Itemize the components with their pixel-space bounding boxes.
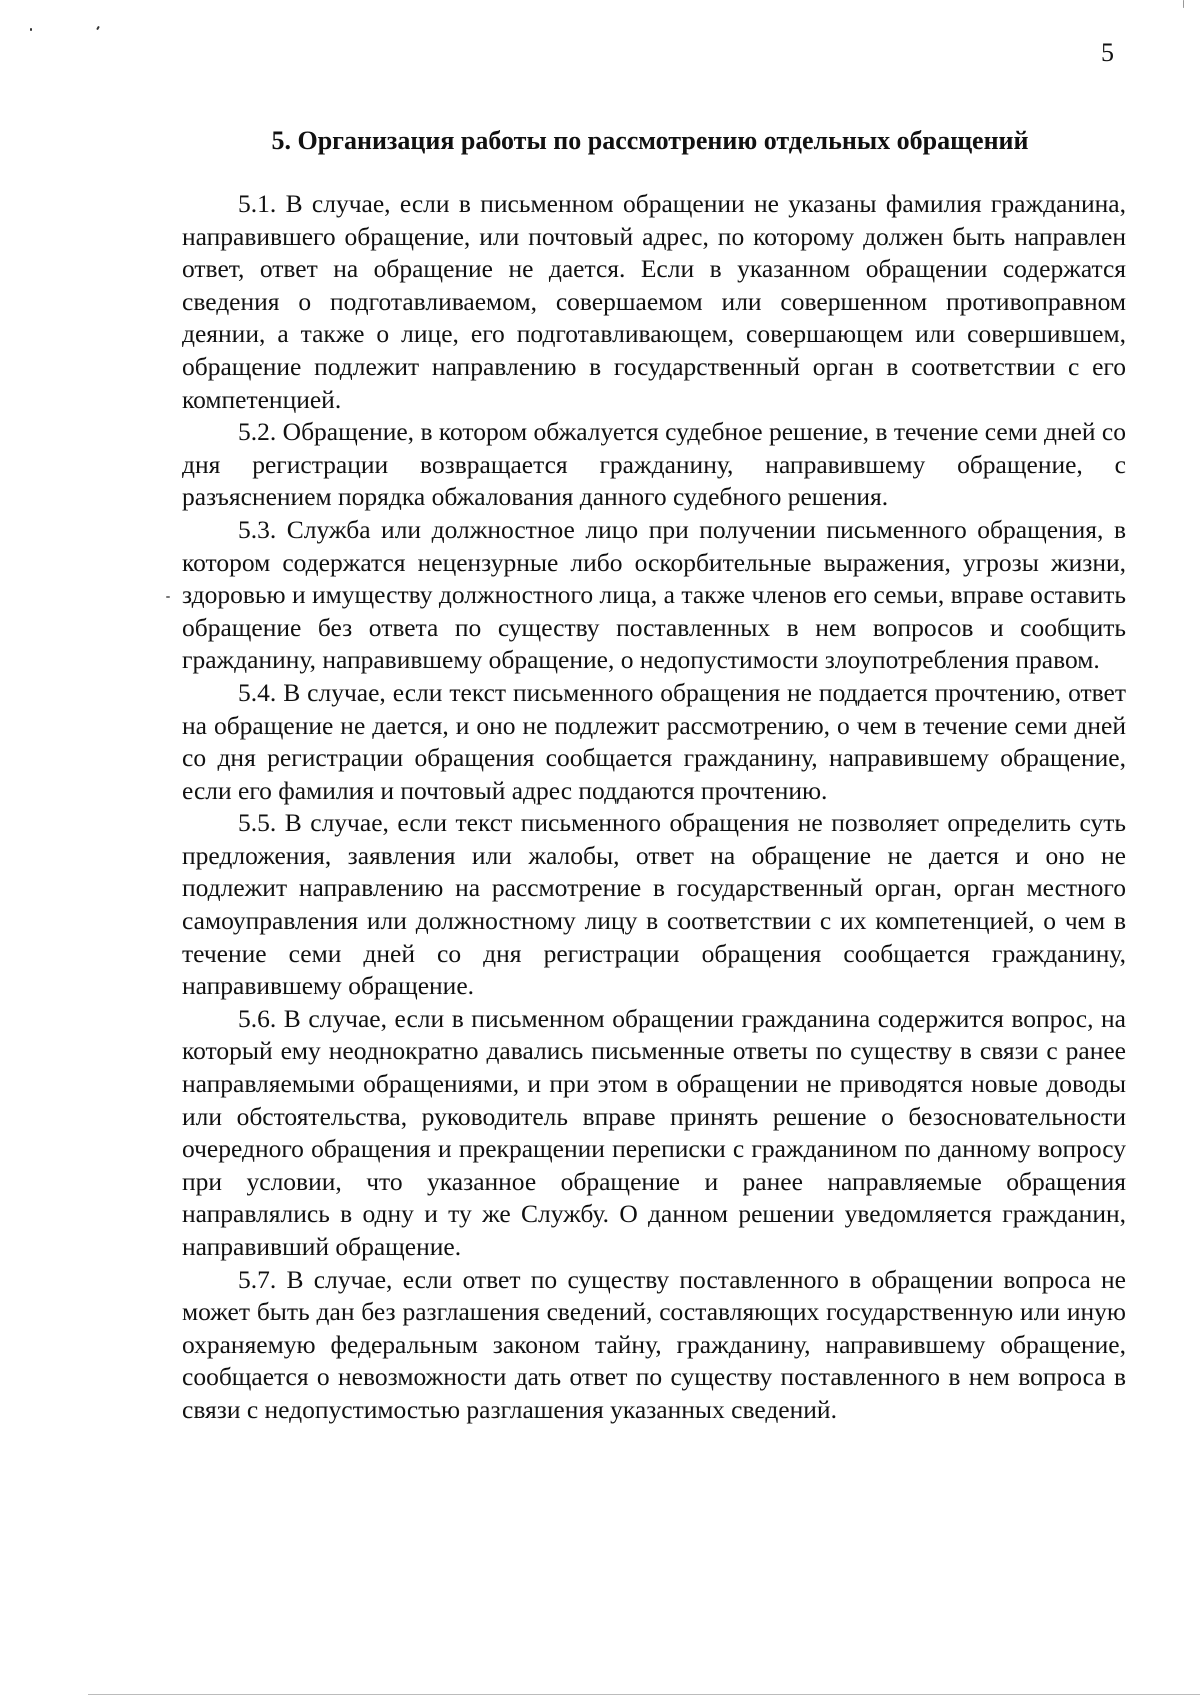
scan-edge-mark — [1183, 0, 1184, 8]
paragraph-5-1: 5.1. В случае, если в письменном обращении не указаны фамилия гражданина, направившего обращение, или почтовый адрес, по которому должен быть направлен ответ, ответ на обращение не дается. Если в указанном обращении содержатся сведения о подготавливаемом, совершаемом или совершенном противоправном деянии, а также о лице, его подготавливающем, совершающем или совершившем, обращение подлежит направлению в государственный орган в соответствии с его компетенцией. — [182, 189, 1126, 414]
scan-speck — [96, 26, 100, 30]
scan-bottom-edge — [88, 1694, 1200, 1695]
paragraph-5-5: 5.5. В случае, если текст письменного обращения не позволяет определить суть предложения, заявления или жалобы, ответ на обращение не дается и оно не подлежит направлению на рассмотрение в государственный орган, орган местного самоуправления или должностному лицу в соответствии с их компетенцией, о чем в течение семи дней со дня регистрации обращения сообщается гражданину, направившему обращение. — [182, 808, 1126, 1001]
paragraph-5-7: 5.7. В случае, если ответ по существу поставленного в обращении вопроса не может быть дан без разглашения сведений, составляющих государственную или иную охраняемую федеральным законом тайну, гражданину, направившему обращение, сообщается о невозможности дать ответ по существу поставленного в нем вопроса в связи с недопустимостью разглашения указанных сведений. — [182, 1264, 1126, 1424]
scan-speck — [30, 28, 32, 31]
document-body — [182, 188, 1126, 1427]
scan-speck — [166, 596, 170, 598]
paragraph-5-4: 5.4. В случае, если текст письменного обращения не поддается прочтению, ответ на обращение не дается, и оно не подлежит рассмотрению, о чем в течение семи дней со дня регистрации обращения сообщается гражданину, направившему обращение, если его фамилия и почтовый адрес поддаются прочтению. — [182, 677, 1126, 805]
paragraph-5-3: 5.3. Служба или должностное лицо при получении письменного обращения, в котором содержатся нецензурные либо оскорбительные выражения, угрозы жизни, здоровью и имуществу должностного лица, а также членов его семьи, вправе оставить обращение без ответа по существу поставленных в нем вопросов и сообщить гражданину, направившему обращение, о недопустимости злоупотребления правом. — [182, 514, 1126, 675]
section-heading: 5. Организация работы по рассмотрению отдельных обращений — [271, 126, 1029, 155]
paragraph-5-2: 5.2. Обращение, в котором обжалуется судебное решение, в течение семи дней со дня регистрации возвращается гражданину, направившему обращение, с разъяснением порядка обжалования данного судебного решения. — [182, 417, 1126, 512]
paragraph-5-6: 5.6. В случае, если в письменном обращении гражданина содержится вопрос, на который ему неоднократно давались письменные ответы по существу в связи с ранее направляемыми обращениями, и при этом в обращении не приводятся новые доводы или обстоятельства, руководитель вправе принять решение о безосновательности очередного обращения и прекращении переписки с гражданином по данному вопросу при условии, что указанное обращение и ранее направляемые обращения направлялись в одну и ту же Службу. О данном решении уведомляется гражданин, направивший обращение. — [182, 1003, 1126, 1261]
page-number: 5 — [1101, 38, 1114, 67]
